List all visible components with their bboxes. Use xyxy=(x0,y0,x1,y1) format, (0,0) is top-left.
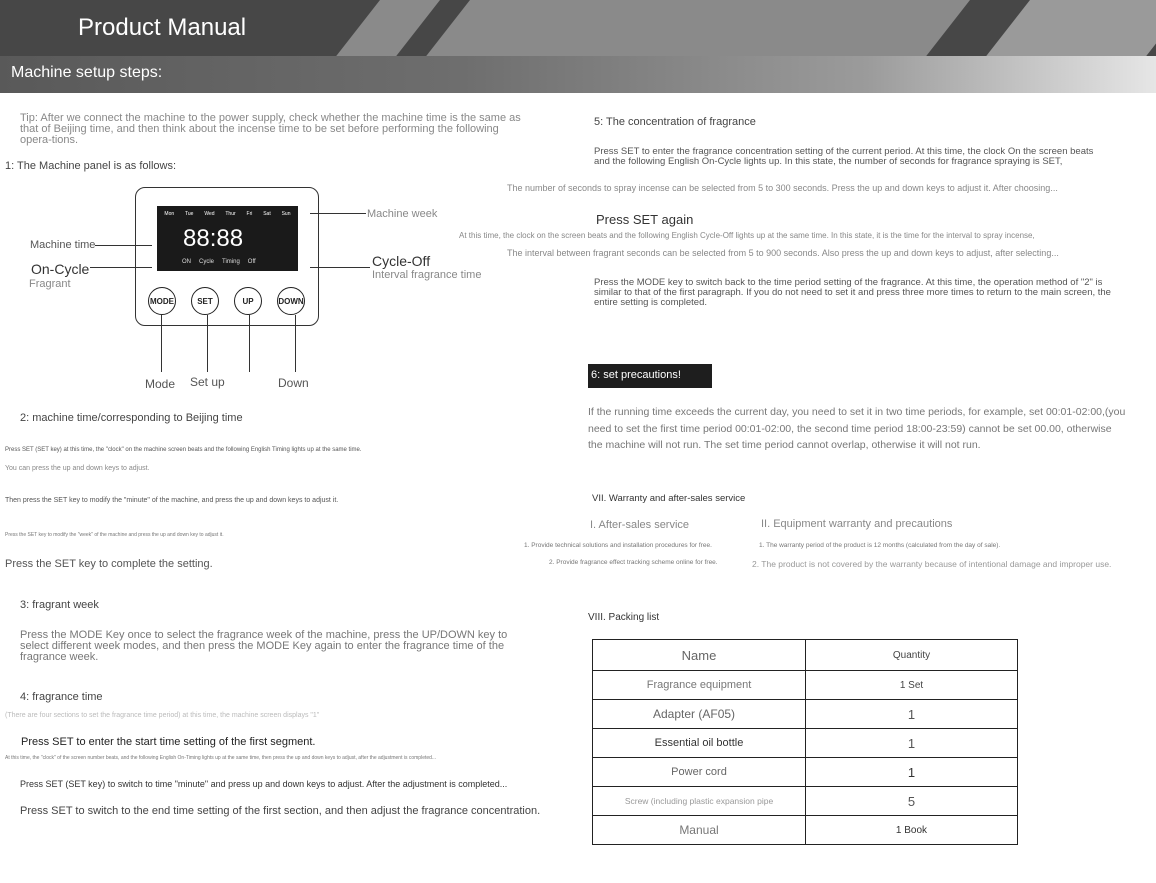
callout-line xyxy=(295,315,296,372)
item-quantity: 1 xyxy=(806,729,1018,758)
day-label: Wed xyxy=(204,211,215,217)
up-button: UP xyxy=(234,287,262,315)
banner-stripe xyxy=(986,0,1156,56)
table-row xyxy=(593,671,1018,700)
status-cycle: Cycle xyxy=(199,259,215,265)
callout-line xyxy=(161,315,162,372)
section-5-p2: The number of seconds to spray incense can be selected from 5 to 300 seconds. Press the up and down keys to adjust it. After choosing... xyxy=(507,183,1058,193)
section-2-line3: Then press the SET key to modify the "minute" of the machine, and press the up and down keys to adjust it. xyxy=(5,497,339,504)
label-down: Down xyxy=(278,376,309,390)
section-4-line1: (There are four sections to set the fragrance time period) at this time, the machine screen displays "1" xyxy=(5,712,320,719)
item-quantity: 5 xyxy=(806,787,1018,816)
day-label: Thur xyxy=(225,211,236,217)
page-title: Product Manual xyxy=(78,14,247,41)
item-name: Screw (including plastic expansion pipe xyxy=(593,787,806,816)
tip-text: Tip: After we connect the machine to the power supply, check whether the machine time is the same as that of Beijing time, and then think about the incense time to be set before performing the following opera-tions. xyxy=(20,112,521,146)
label-machine-week: Machine week xyxy=(367,208,438,220)
section-2-line5: Press the SET key to complete the setting. xyxy=(5,558,213,570)
banner-stripe xyxy=(336,0,440,56)
subtitle-bar xyxy=(0,56,1156,93)
section-8-title: VIII. Packing list xyxy=(588,612,660,623)
item-name: Fragrance equipment xyxy=(593,671,806,700)
item-quantity: 1 Book xyxy=(806,816,1018,845)
item-name: Essential oil bottle xyxy=(593,729,806,758)
table-row xyxy=(593,729,1018,758)
after-sales-heading: I. After-sales service xyxy=(590,519,690,531)
label-setup: Set up xyxy=(190,375,225,389)
item-name: Power cord xyxy=(593,758,806,787)
item-quantity: 1 xyxy=(806,700,1018,729)
warranty-heading: II. Equipment warranty and precautions xyxy=(761,518,953,530)
panel-screen xyxy=(157,206,298,271)
callout-line xyxy=(249,315,250,372)
banner-stripe xyxy=(426,0,970,56)
warranty-item2: 2. The product is not covered by the warranty because of intentional damage and improper use. xyxy=(752,559,1112,569)
packing-list-table xyxy=(592,639,1018,845)
item-quantity: 1 xyxy=(806,758,1018,787)
callout-line xyxy=(310,213,366,214)
section-4-line4: Press SET (SET key) to switch to time "minute" and press up and down keys to adjust. After the adjustment is completed... xyxy=(20,779,508,789)
warranty-item1: 1. The warranty period of the product is 12 months (calculated from the day of sale). xyxy=(759,542,1001,549)
section-2-line4: Press the SET key to modify the "week" of the machine and press the up and down key to adjust it. xyxy=(5,532,224,538)
label-fragrant: Fragrant xyxy=(29,278,71,290)
section-4-line2: Press SET to enter the start time setting of the first segment. xyxy=(21,736,316,748)
callout-line xyxy=(90,267,152,268)
status-off: Off xyxy=(247,259,256,265)
section-2-line2: You can press the up and down keys to adjust. xyxy=(5,465,150,472)
section-subtitle: Machine setup steps: xyxy=(11,64,163,81)
label-machine-time: Machine time xyxy=(30,239,96,251)
set-button: SET xyxy=(191,287,219,315)
section-5-p3: At this time, the clock on the screen beats and the following English Cycle-Off lights up at the same time. In this state, it is the time for the interval to spray incense, xyxy=(459,231,1035,240)
header-quantity: Quantity xyxy=(806,640,1018,671)
callout-line xyxy=(310,267,370,268)
section-2-line1: Press SET (SET key) at this time, the "clock" on the machine screen beats and the following English Timing lights up at the same time. xyxy=(5,447,362,453)
label-cycle-off: Cycle-Off xyxy=(372,253,431,269)
clock-display: 88:88 xyxy=(183,225,244,252)
mode-button: MODE xyxy=(148,287,176,315)
header-banner xyxy=(0,0,1156,56)
status-timing: Timing xyxy=(222,259,240,265)
section-5-title: 5: The concentration of fragrance xyxy=(594,116,756,128)
section-5-again: Press SET again xyxy=(596,212,694,227)
section-2-title: 2: machine time/corresponding to Beijing time xyxy=(20,412,243,424)
day-label: Sat xyxy=(263,211,271,217)
down-button: DOWN xyxy=(277,287,305,315)
status-on: ON xyxy=(182,259,191,265)
precautions-badge xyxy=(588,364,712,388)
item-name: Manual xyxy=(593,816,806,845)
item-name: Adapter (AF05) xyxy=(593,700,806,729)
section-4-title: 4: fragrance time xyxy=(20,691,103,703)
callout-line xyxy=(95,245,152,246)
after-sales-item1: 1. Provide technical solutions and installation procedures for free. xyxy=(524,542,712,549)
section-6-title: 6: set precautions! xyxy=(591,369,681,381)
item-quantity: 1 Set xyxy=(806,671,1018,700)
table-row xyxy=(593,700,1018,729)
table-header-row xyxy=(593,640,1018,671)
after-sales-item2: 2. Provide fragrance effect tracking scheme online for free. xyxy=(549,559,718,566)
table-row xyxy=(593,816,1018,845)
week-days xyxy=(157,206,298,217)
section-4-line3: At this time, the "clock" of the screen number beats, and the following English On-Timing lights up at the same time, then press the up and down keys to adjust, after the adjustment is completed... xyxy=(5,755,437,761)
header-name: Name xyxy=(593,640,806,671)
table-row xyxy=(593,758,1018,787)
label-on-cycle: On-Cycle xyxy=(31,261,90,277)
day-label: Tue xyxy=(185,211,194,217)
label-interval: Interval fragrance time xyxy=(372,269,482,281)
table-row xyxy=(593,787,1018,816)
callout-line xyxy=(207,315,208,372)
day-label: Sun xyxy=(281,211,291,217)
section-5-p5: Press the MODE key to switch back to the time period setting of the fragrance. At this time, the operation method of "2" is similar to that of the first paragraph. If you do not need to set it and press three more times to return to the main screen, the entire setting is completed. xyxy=(594,277,1111,308)
section-6-text: If the running time exceeds the current day, you need to set it in two time periods, for example, set 00:01-02:00,(you need to set the first time period 00:01-02:00, the second time period 18:00-23:59) cannot be set 00.00, otherwise the machine will not run. The set time period cannot overlap, otherwise it will not run. xyxy=(588,406,1126,451)
section-3-text: Press the MODE Key once to select the fragrance week of the machine, press the UP/DOWN key to select different week modes, and then press the MODE Key again to enter the fragrance time of the fragrance week. xyxy=(20,629,508,663)
section-3-title: 3: fragrant week xyxy=(20,599,99,611)
day-label: Mon xyxy=(164,211,175,217)
day-label: Fri xyxy=(246,211,253,217)
section-4-line5: Press SET to switch to the end time setting of the first section, and then adjust the fragrance concentration. xyxy=(20,805,541,817)
status-labels xyxy=(182,259,256,265)
section-5-p1: Press SET to enter the fragrance concentration setting of the current period. At this time, the clock On the screen beats and the following English On-Cycle lights up. In this state, the number of seconds for fragrance spraying is SET, xyxy=(594,146,1094,167)
label-mode: Mode xyxy=(145,377,176,391)
section-7-title: VII. Warranty and after-sales service xyxy=(592,493,746,504)
section-5-p4: The interval between fragrant seconds can be selected from 5 to 900 seconds. Also press the up and down keys to adjust, after selecting... xyxy=(507,248,1059,258)
panel-heading: 1: The Machine panel is as follows: xyxy=(5,160,176,172)
